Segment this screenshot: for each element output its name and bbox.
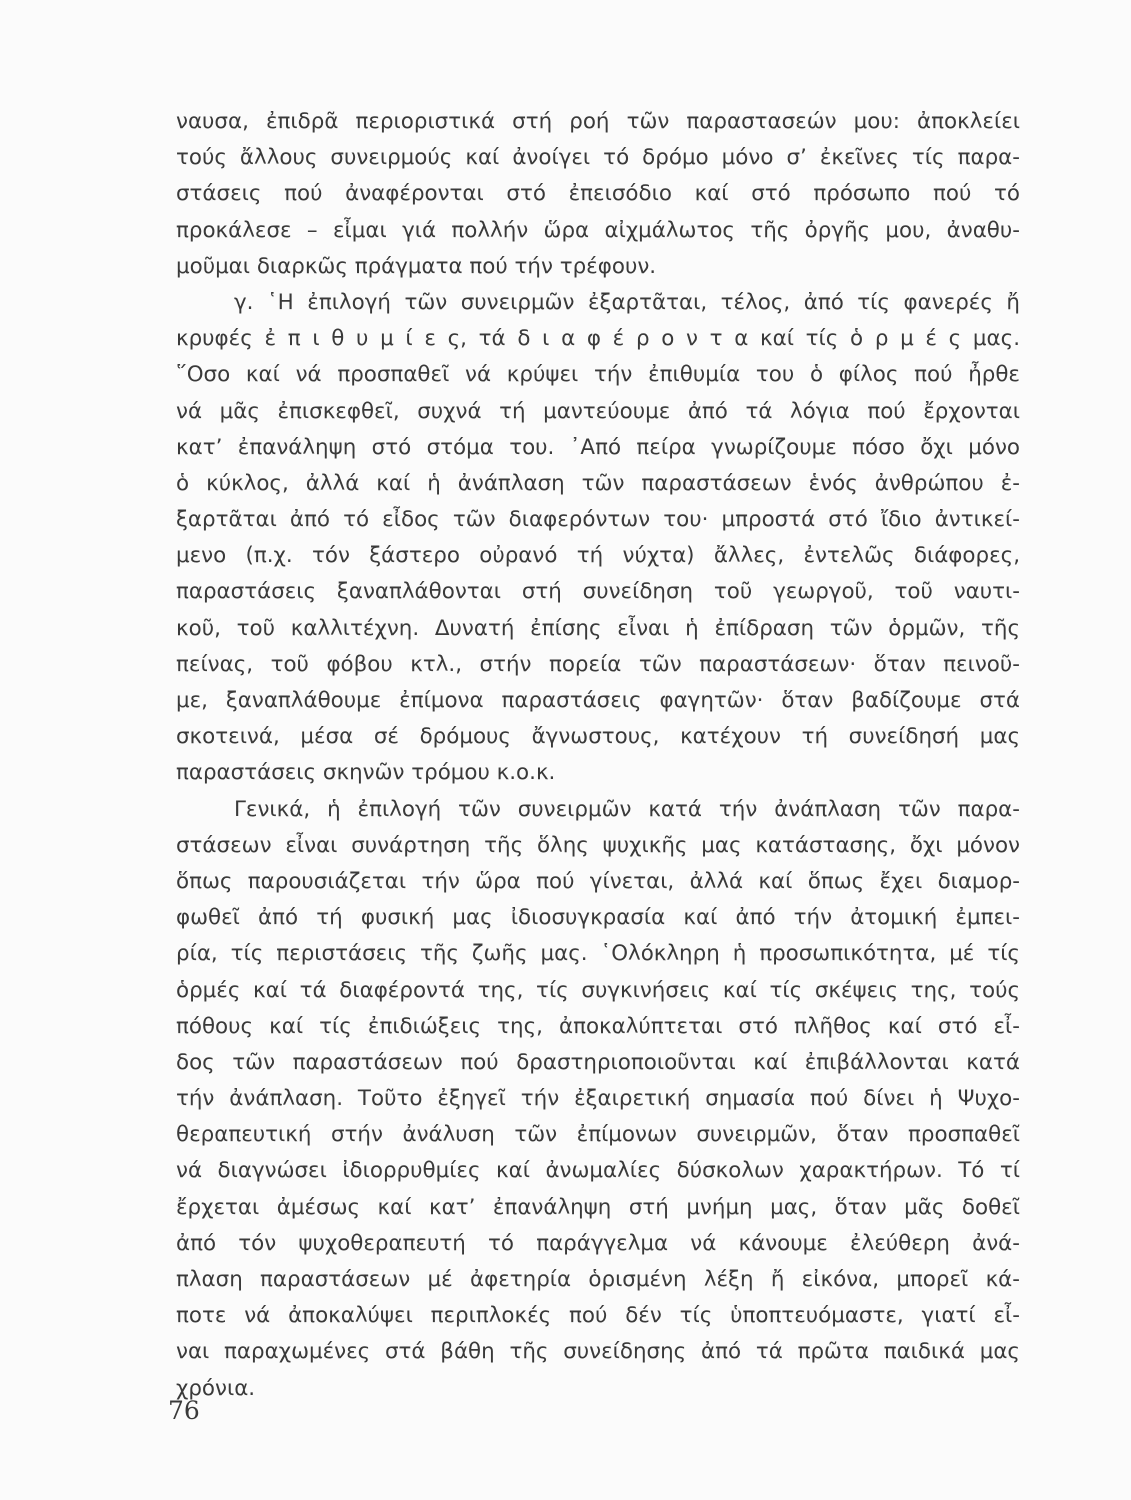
text-line: ῞Οσο καί νά προσπαθεῖ νά κρύψει τήν ἐπιθυμία του ὁ φίλος πού ἦρθε	[176, 362, 1020, 388]
text-line: πλαση παραστάσεων μέ ἀφετηρία ὁρισμένη λέξη ἤ εἰκόνα, μπορεῖ κά-	[176, 1267, 1020, 1292]
text-line: μοῦμαι διαρκῶς πράγματα πού τήν τρέφουν.	[176, 253, 657, 279]
text-line: νά μᾶς ἐπισκεφθεῖ, συχνά τή μαντεύουμε ἀπό τά λόγια πού ἔρχονται	[176, 398, 1020, 424]
text-line: κρυφές ἐ π ι θ υ μ ί ε ς, τά δ ι α φ έ ρ ο ν τ α καί τίς ὁ ρ μ έ ς μας.	[176, 326, 1020, 352]
text-line: χρόνια.	[176, 1375, 256, 1401]
text-line: δος τῶν παραστάσεων πού δραστηριοποιοῦνται καί ἐπιβάλλονται κατά	[176, 1049, 1020, 1075]
text-line: ὁρμές καί τά διαφέροντά της, τίς συγκινήσεις καί τίς σκέψεις της, τούς	[176, 977, 1020, 1003]
text-line: νά διαγνώσει ἰδιορρυθμίες καί ἀνωμαλίες δύσκολων χαρακτήρων. Τό τί	[176, 1158, 1020, 1184]
text-line: ἔρχεται ἀμέσως καί κατ’ ἐπανάληψη στή μνήμη μας, ὅταν μᾶς δοθεῖ	[176, 1194, 1020, 1220]
text-line: ναυσα, ἐπιδρᾶ περιοριστικά στή ροή τῶν παραστασεών μου: ἀποκλείει	[176, 109, 1020, 134]
text-line: ὅπως παρουσιάζεται τήν ὥρα πού γίνεται, ἀλλά καί ὅπως ἔχει διαμορ-	[176, 868, 1020, 894]
text-line: μενο (π.χ. τόν ξάστερο οὐρανό τή νύχτα) ἄλλες, ἐντελῶς διάφορες,	[176, 543, 1020, 569]
text-line: ὁ κύκλος, ἀλλά καί ἡ ἀνάπλαση τῶν παραστάσεων ἑνός ἀνθρώπου ἐ-	[176, 470, 1020, 496]
text-line: με, ξαναπλάθουμε ἐπίμονα παραστάσεις φαγητῶν· ὅταν βαδίζουμε στά	[176, 688, 1020, 713]
page-number: 76	[168, 1396, 200, 1425]
text-line: ἀπό τόν ψυχοθεραπευτή τό παράγγελμα νά κάνουμε ἐλεύθερη ἀνά-	[176, 1230, 1020, 1256]
text-line: προκάλεσε – εἶμαι γιά πολλήν ὥρα αἰχμάλωτος τῆς ὀργῆς μου, ἀναθυ-	[176, 217, 1020, 243]
text-line: γ. ῾Η ἐπιλογή τῶν συνειρμῶν ἐξαρτᾶται, τέλος, ἀπό τίς φανερές ἤ	[234, 289, 1020, 315]
text-line: τήν ἀνάπλαση. Τοῦτο ἐξηγεῖ τήν ἐξαιρετική σημασία πού δίνει ἡ Ψυχο-	[176, 1086, 1020, 1112]
body-text	[176, 104, 1020, 1407]
text-line: Γενικά, ἡ ἐπιλογή τῶν συνειρμῶν κατά τήν ἀνάπλαση τῶν παρα-	[234, 796, 1020, 822]
text-line: παραστάσεις σκηνῶν τρόμου κ.ο.κ.	[176, 760, 556, 786]
text-line: στάσεων εἶναι συνάρτηση τῆς ὅλης ψυχικῆς μας κατάστασης, ὄχι μόνον	[176, 832, 1020, 858]
text-line: τούς ἄλλους συνειρμούς καί ἀνοίγει τό δρόμο μόνο σ’ ἐκεῖνες τίς παρα-	[176, 145, 1020, 171]
text-line: σκοτεινά, μέσα σέ δρόμους ἄγνωστους, κατέχουν τή συνείδησή μας	[176, 724, 1020, 750]
text-line: κατ’ ἐπανάληψη στό στόμα του. ᾿Από πείρα γνωρίζουμε πόσο ὄχι μόνο	[176, 434, 1020, 460]
text-line: παραστάσεις ξαναπλάθονται στή συνείδηση τοῦ γεωργοῦ, τοῦ ναυτι-	[176, 579, 1020, 605]
text-line: ξαρτᾶται ἀπό τό εἶδος τῶν διαφερόντων του· μπροστά στό ἴδιο ἀντικεί-	[176, 507, 1020, 533]
text-line: ρία, τίς περιστάσεις τῆς ζωῆς μας. ῾Ολόκληρη ἡ προσωπικότητα, μέ τίς	[176, 941, 1020, 967]
text-line: στάσεις πού ἀναφέρονται στό ἐπεισόδιο καί στό πρόσωπο πού τό	[176, 181, 1020, 207]
text-line: πείνας, τοῦ φόβου κτλ., στήν πορεία τῶν παραστάσεων· ὅταν πεινοῦ-	[176, 651, 1020, 677]
text-line: ναι παραχωμένες στά βάθη τῆς συνείδησης ἀπό τά πρῶτα παιδικά μας	[176, 1339, 1020, 1365]
text-line: θεραπευτική στήν ἀνάλυση τῶν ἐπίμονων συνειρμῶν, ὅταν προσπαθεῖ	[176, 1122, 1020, 1148]
text-line: ποτε νά ἀποκαλύψει περιπλοκές πού δέν τίς ὑποπτευόμαστε, γιατί εἶ-	[176, 1303, 1020, 1329]
text-line: φωθεῖ ἀπό τή φυσική μας ἰδιοσυγκρασία καί ἀπό τήν ἀτομική ἐμπει-	[176, 905, 1020, 931]
text-line: πόθους καί τίς ἐπιδιώξεις της, ἀποκαλύπτεται στό πλῆθος καί στό εἶ-	[176, 1013, 1020, 1039]
text-line: κοῦ, τοῦ καλλιτέχνη. Δυνατή ἐπίσης εἶναι ἡ ἐπίδραση τῶν ὁρμῶν, τῆς	[176, 615, 1020, 641]
